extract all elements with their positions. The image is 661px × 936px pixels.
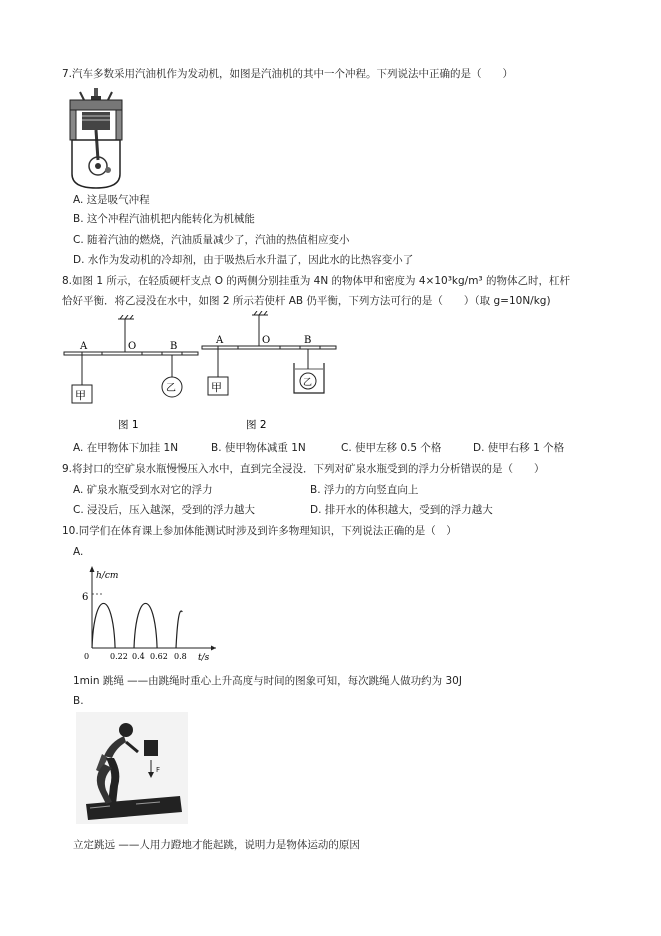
q7-stem: 7.汽车多数采用汽油机作为发动机，如图是汽油机的其中一个冲程。下列说法中正确的是（ ） (62, 68, 514, 80)
height-curve-hump-3 (176, 611, 182, 648)
x-tick-0-62: 0.62 (150, 652, 168, 661)
standing-long-jump-image (76, 712, 188, 824)
fig2-label-b: B (304, 335, 312, 346)
q8-option-a: A. 在甲物体下加挂 1N (73, 442, 179, 454)
fig2-label-o: O (262, 335, 271, 346)
q7-option-a: A. 这是吸气冲程 (73, 194, 150, 206)
q10-option-a-text: 1min 跳绳 ——由跳绳时重心上升高度与时间的图象可知，每次跳绳人做功约为 30J (73, 675, 462, 687)
q10-option-a-label: A. (73, 546, 84, 558)
q8-option-c: C. 使甲左移 0.5 个格 (341, 442, 442, 454)
y-tick-6: 6 (82, 592, 89, 603)
height-time-chart (80, 564, 220, 664)
fig1-label-o: O (128, 341, 137, 352)
q8-stem-line1: 8.如图 1 所示，在轻质硬杆支点 O 的两侧分别挂重为 4N 的物体甲和密度为 4×10³kg/m³ 的物体乙时，杠杆 (62, 275, 570, 287)
q9-stem: 9.将封口的空矿泉水瓶慢慢压入水中，直到完全浸没．下列对矿泉水瓶受到的浮力分析错误的是（ ） (62, 463, 545, 475)
y-axis-label: h/cm (96, 571, 119, 581)
fig1-jia: 甲 (75, 389, 86, 402)
q7-option-c: C. 随着汽油的燃烧，汽油质量减少了，汽油的热值相应变小 (73, 234, 350, 246)
x-tick-0-4: 0.4 (132, 652, 145, 661)
y-axis-arrow (90, 566, 95, 572)
q10-option-b-text: 立定跳远 ——人用力蹬地才能起跳，说明力是物体运动的原因 (73, 839, 360, 851)
q9-option-d: D. 排开水的体积越大，受到的浮力越大 (310, 504, 493, 516)
engine-cylinder-figure (68, 86, 124, 192)
fig2-label-a: A (216, 335, 224, 346)
fig2-yi: 乙 (303, 378, 313, 388)
fig1-caption: 图 1 (118, 419, 139, 431)
height-curve-hump-1 (92, 603, 115, 648)
height-curve-hump-2 (134, 603, 157, 648)
q7-option-b: B. 这个冲程汽油机把内能转化为机械能 (73, 213, 255, 225)
x-axis-label: t/s (198, 653, 210, 663)
lever-figure-1 (62, 315, 202, 433)
fig1-yi: 乙 (166, 383, 176, 394)
q8-option-d: D. 使甲右移 1 个格 (473, 442, 565, 454)
fig1-label-a: A (80, 341, 88, 352)
x-tick-0-8: 0.8 (174, 652, 187, 661)
fig2-jia: 甲 (211, 381, 222, 394)
fig1-label-b: B (170, 341, 178, 352)
x-tick-0-22: 0.22 (110, 652, 128, 661)
height-time-graph (80, 564, 220, 664)
q8-option-b: B. 使甲物体减重 1N (211, 442, 306, 454)
fig2-caption: 图 2 (246, 419, 267, 431)
svg-text:F: F (156, 766, 161, 774)
q9-option-a: A. 矿泉水瓶受到水对它的浮力 (73, 484, 213, 496)
lever-figure-2 (200, 311, 340, 433)
q7-option-d: D. 水作为发动机的冷却剂，由于吸热后水升温了，因此水的比热容变小了 (73, 254, 414, 266)
q9-option-b: B. 浮力的方向竖直向上 (310, 484, 419, 496)
q10-stem: 10.同学们在体育课上参加体能测试时涉及到许多物理知识，下列说法正确的是（ ） (62, 525, 457, 537)
x-tick-0: 0 (84, 652, 90, 661)
q10-option-b-label: B. (73, 695, 84, 707)
q9-option-c: C. 浸没后，压入越深，受到的浮力越大 (73, 504, 256, 516)
q8-stem-line2: 恰好平衡．将乙浸没在水中，如图 2 所示若使杆 AB 仍平衡，下列方法可行的是（ ）（取 g=10N/kg) (62, 295, 551, 307)
x-axis-arrow (211, 646, 216, 651)
